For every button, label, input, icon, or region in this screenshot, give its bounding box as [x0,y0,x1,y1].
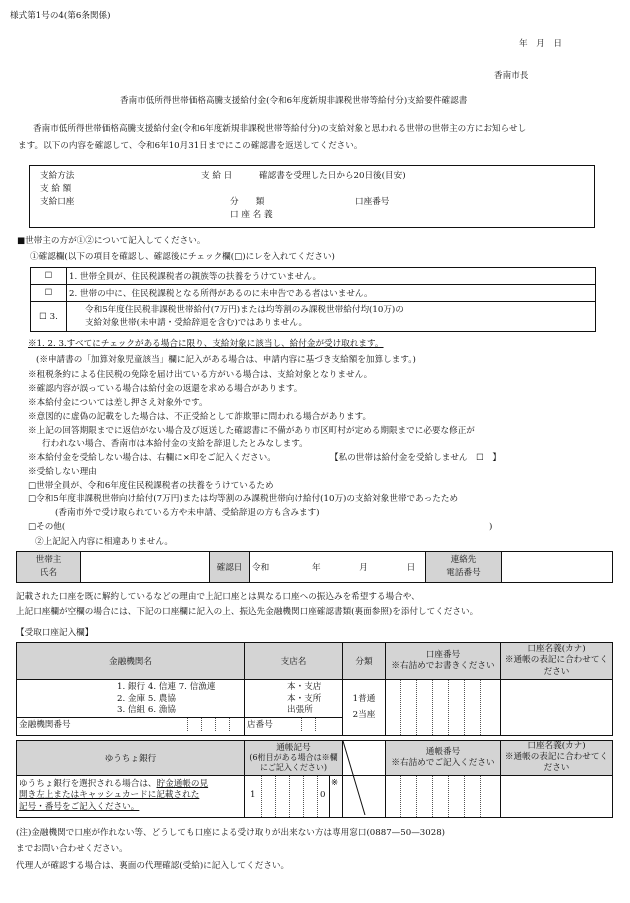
yucho-instructions [17,775,245,817]
branch-type-line-2: 本・支所 [287,693,322,704]
yucho-note-2: 開き左上またはキャッシュカードに記載された [19,790,200,801]
intro-line-2: ます。以下の内容を確認して、令和6年10月31日までにこの確認書を返送してください。 [18,141,363,151]
check-item-1: 1. 世帯全員が、住民税課税者の親族等の扶養をうけていません。 [67,268,596,285]
branch-type-line-3: 出張所 [287,705,313,716]
note-deadline-cont: 行われない場合、香南市は本給付金の支給を辞退したとみなします。 [42,439,308,449]
contact-label-2: 電話番号 [446,568,481,578]
payment-holder-label: 口 座 名 義 [230,210,273,220]
check-item-2: 2. 世帯の中に、住民税課税となる所得があるのに未申告である者はいません。 [67,285,596,302]
account-number-header [386,643,501,680]
note-refund: ※確認内容が誤っている場合は給付金の返還を求める場合があります。 [28,384,303,394]
yucho-holder-header-label: 口座名義(カナ) [527,741,586,751]
yucho-symbol-digit-1: 1 [250,789,256,800]
confirm-date-field[interactable] [250,552,426,583]
account-number-field[interactable] [386,680,501,736]
payment-class-label: 分 類 [230,197,265,207]
month-label: 月 [359,563,368,573]
householder-label: 世帯主 [35,555,62,566]
intro-line-1: 香南市低所得世帯価格高騰支援給付金(令和6年度新規非課税世帯等給付分)の支給対象と思われる世帯の世帯主の方にお知らせし [33,124,527,134]
account-holder-header-note: ※通帳の表記に合わせてください [504,655,609,677]
check-box-1[interactable]: ☐ [44,271,53,281]
check-box-2[interactable]: ☐ [44,288,53,298]
signature-table [16,551,613,583]
receiving-account-heading: 【受取口座記入欄】 [16,628,94,638]
yucho-symbol-header-note: (6桁目がある場合は※欄にご記入ください) [249,753,338,772]
decline-reason-other[interactable]: □その他( [28,522,66,532]
yucho-note-1-underlined: 貯金通帳の見 [156,778,209,789]
note-eligibility: ※1. 2. 3.すべてにチェックがある場合に限り、支給対象に該当し、給付金が受け取れます。 [28,339,384,349]
page-title: 香南市低所得世帯価格高騰支援給付金(令和6年度新規非課税世帯等給付分)支給要件確認書 [120,96,468,106]
check-box-3[interactable]: ☐ [39,311,47,322]
yucho-number-header-label: 通帳番号 [425,746,461,757]
day-label: 日 [406,563,416,573]
yucho-holder-header [501,741,613,776]
account-number-header-label: 口座番号 [425,649,461,660]
bank-type-line-2: 2. 金庫 5. 農協 [117,693,176,704]
form-number: 様式第1号の4(第6条関係) [10,11,111,21]
yucho-number-header [386,741,501,776]
note-addition: (※申請書の「加算対象児童該当」欄に記入がある場合は、申請内容に基づき支給額を加算します。) [36,355,416,365]
contact-field[interactable] [502,552,613,583]
payment-account-label: 支給口座 [40,197,75,207]
bank-type-line-1: 1. 銀行 4. 信連 7. 信漁連 [117,682,216,692]
check-item-3-line-b: 支給対象世帯(未申請・受給辞退を含む)ではありません。 [85,317,308,328]
yucho-number-header-note: ※右詰めでご記入ください [391,757,495,768]
decline-reason-heading: ※受給しない理由 [28,467,97,477]
payment-date-value: 確認書を受理した日から20日後(目安) [259,171,406,181]
branch-name-field[interactable] [245,680,343,736]
contact-label-1: 連絡先 [450,555,477,566]
payment-date-label: 支 給 日 [201,171,233,181]
year-label: 年 [311,563,321,573]
contact-label [426,552,502,583]
check-item-3-number: 3. [49,311,58,322]
decline-reason-1[interactable]: □世帯全員が、令和6年度住民税課税者の扶養をうけているため [28,481,274,491]
bank-type-line-3: 3. 信組 6. 漁協 [117,705,176,716]
footer-note-1: (注)金融機関で口座が作れない等、どうしても口座による受け取りが出来ない方は専用窓口(0887—50—3028) [16,828,446,838]
yucho-number-field[interactable] [386,775,501,817]
yucho-holder-field[interactable] [501,775,613,817]
footer-note-2: までお問い合わせください。 [16,844,128,854]
account-holder-field[interactable] [501,680,613,736]
note-decline: ※本給付金を受給しない場合は、右欄に×印をご記入ください。 [28,453,276,463]
class-ordinary: 1普通 [352,694,376,705]
diagonal-slash [343,741,386,815]
yucho-table [16,740,613,818]
yucho-note-3: 記号・番号をご記入ください。 [19,801,140,812]
checklist-row [31,302,596,332]
yucho-symbol-digit-0: 0 [320,789,326,800]
account-holder-header-label: 口座名義(カナ) [527,644,586,655]
account-holder-header [501,643,613,680]
account-note-2: 上記口座欄が空欄の場合には、下記の口座欄に記入の上、振込先金融機関口座確認書類(裏面参照)を添付してください。 [16,607,479,617]
decline-checkbox[interactable]: 【私の世帯は給付金を受給しません ☐ 】 [330,453,501,463]
bank-name-field[interactable] [17,680,245,736]
confirm-date-label: 確認日 [210,552,250,583]
note-fraud: ※意図的に虚偽の記載をした場合は、不正受給として詐欺罪に問われる場合があります。 [28,412,372,422]
bank-code-label: 金融機関番号 [19,719,71,730]
checklist-table [30,267,596,332]
section-heading: ■世帯主の方が①②について記入してください。 [17,236,206,246]
yucho-holder-header-note: ※通帳の表記に合わせてください [504,752,609,774]
class-header: 分類 [343,643,386,680]
branch-name-header: 支店名 [245,643,343,680]
yucho-sixth-digit-mark: ※ [331,777,339,788]
note-deadline: ※上記の回答期限までに返信がない場合及び返送した確認書に不備があり市区町村が定める期限までに必要な修正が [28,426,475,436]
yucho-note-1: ゆうちょ銀行を選択される場合は、 [19,778,157,789]
payment-method-label: 支給方法 [40,171,75,181]
account-number-header-note: ※右詰めでお書きください [391,661,495,671]
yucho-title: ゆうちょ銀行 [17,741,245,776]
note-tax-treaty: ※租税条約による住民税の免除を届け出ている方がいる場合は、支給対象となりません。 [28,370,373,380]
check-item-3-line-a: 令和5年度住民税非課税世帯給付(7万円)または均等割のみ課税世帯給付均(10万)の [85,305,404,316]
note-seizure: ※本給付金については差し押さえ対象外です。 [28,398,208,408]
bank-account-table [16,642,613,736]
yucho-symbol-header [245,741,343,776]
checklist-row [31,285,596,302]
confirmation-statement: ②上記記入内容に相違ありません。 [35,537,174,547]
decline-reason-2[interactable]: □令和5年度非課税世帯向け給付(7万円)または均等割のみ課税世帯向け給付(10万)の支給対象世帯であったため [28,494,459,504]
issuer: 香南市長 [494,71,529,81]
check-instructions: ①確認欄(以下の項目を確認し、確認後にチェック欄(□)にレを入れてください) [30,252,335,262]
payment-amount-label: 支 給 額 [40,184,72,194]
decline-reason-2-note: (香南市外で受け取られている方や未申請、受給辞退の方も含みます) [55,508,320,518]
class-current: 2当座 [352,709,376,720]
branch-code-label: 店番号 [247,719,273,730]
decline-reason-other-close: ) [489,522,493,532]
payment-account-no-label: 口座番号 [355,197,390,207]
name-label: 氏名 [39,568,58,578]
class-field[interactable] [343,680,386,736]
householder-name-label [17,552,81,583]
footer-note-3: 代理人が確認する場合は、裏面の代理確認(受給)に記入してください。 [16,861,290,871]
yucho-symbol-field[interactable] [245,775,343,817]
checklist-row [31,268,596,285]
era-label: 令和 [252,563,270,573]
branch-type-line-1: 本・支店 [287,682,322,692]
account-note-1: 記載された口座を既に解約しているなどの理由で上記口座とは異なる口座への振込みを希望する場合や、 [16,592,420,602]
bank-name-header: 金融機関名 [17,643,245,680]
yucho-symbol-header-label: 通帳記号 [276,743,311,753]
date-line: 年 月 日 [519,39,562,49]
householder-name-field[interactable] [81,552,210,583]
yucho-separator [343,741,386,776]
